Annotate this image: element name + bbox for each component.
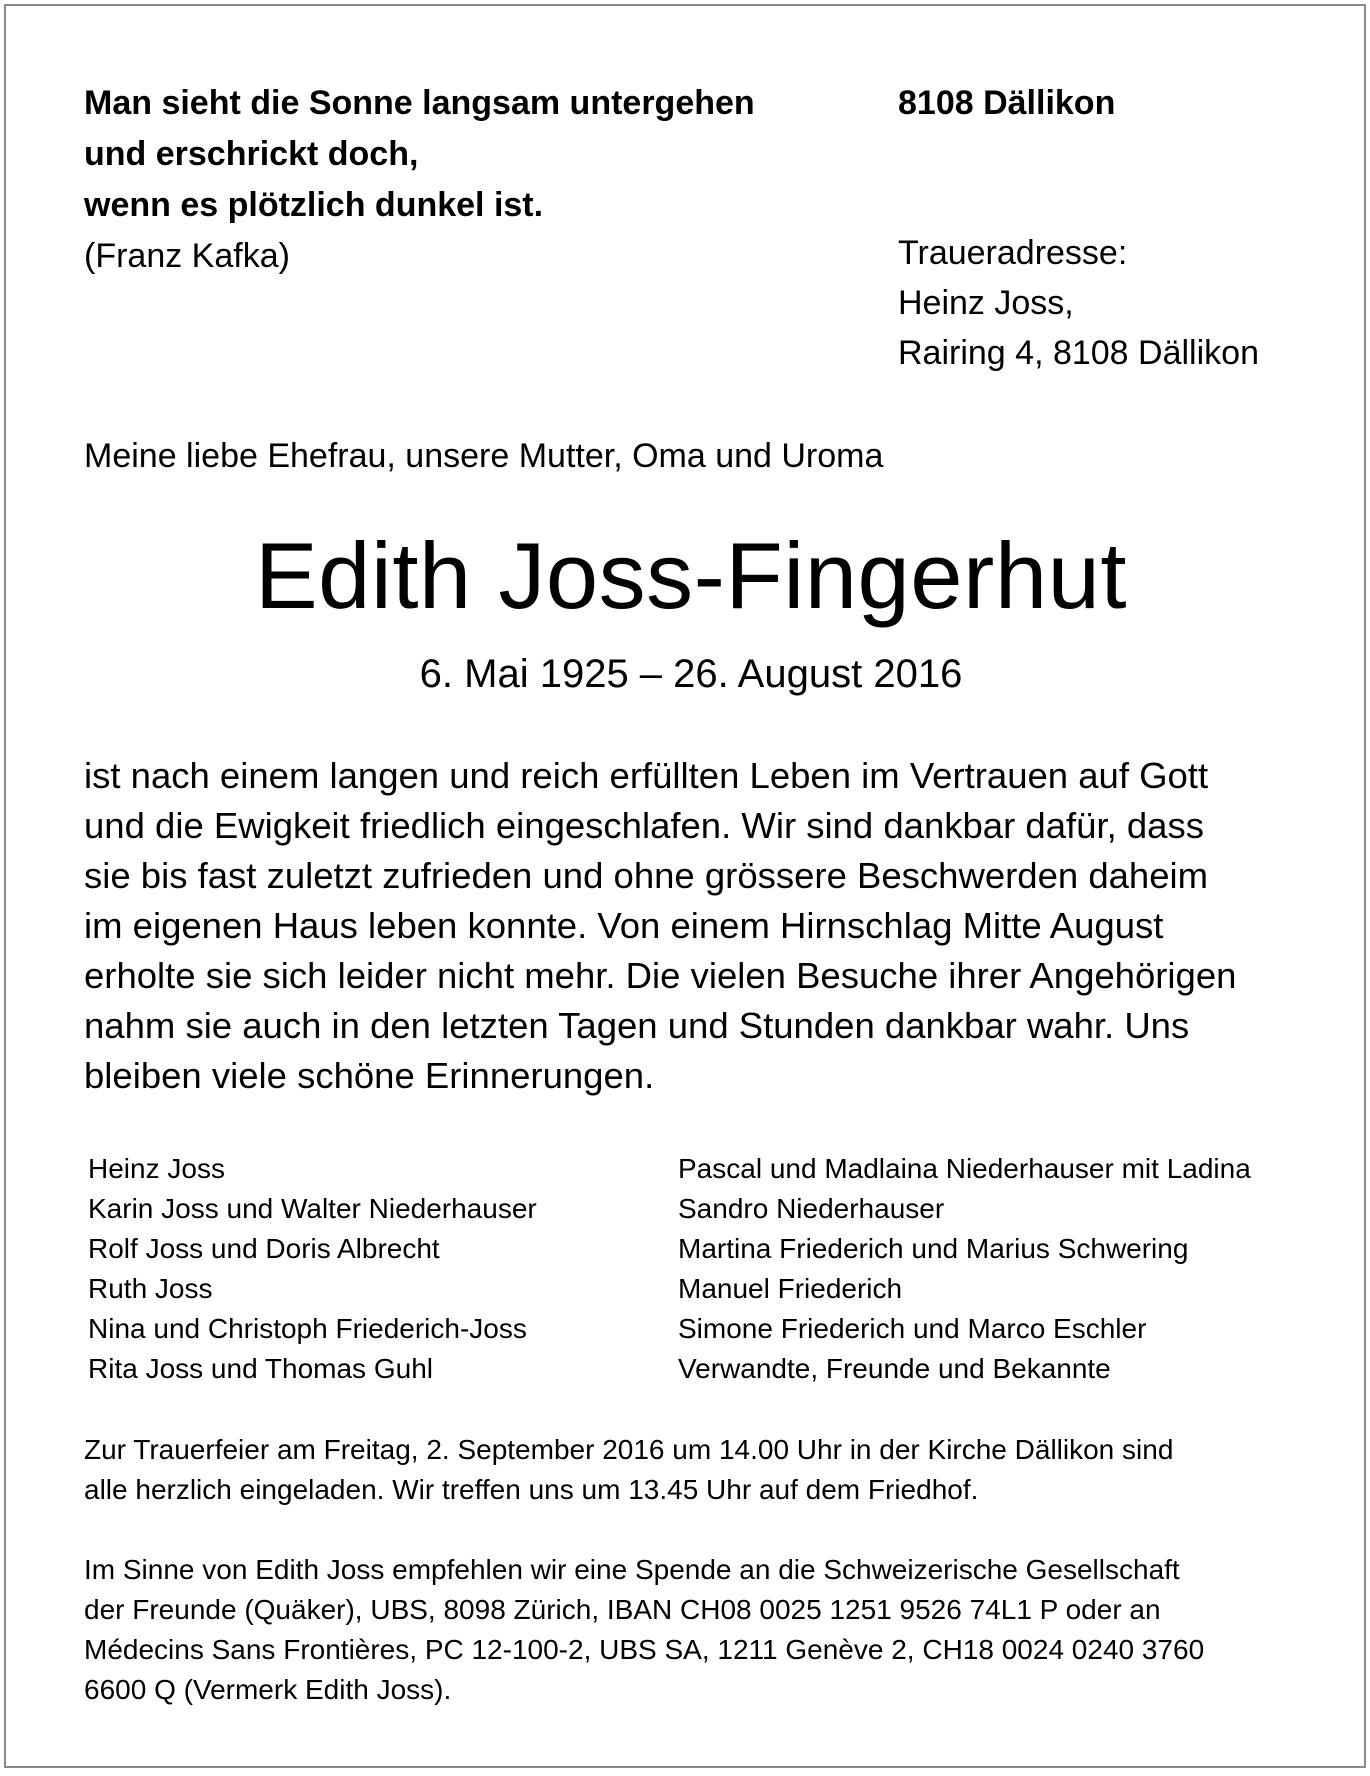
quote-author: (Franz Kafka) xyxy=(84,237,290,275)
family-member: Heinz Joss xyxy=(88,1153,225,1184)
address-name: Heinz Joss, xyxy=(898,284,1074,322)
family-member: Verwandte, Freunde und Bekannte xyxy=(678,1353,1111,1384)
donation-line: Médecins Sans Frontières, PC 12-100-2, UBS SA, 1211 Genève 2, CH18 0024 0240 3760 xyxy=(84,1634,1205,1665)
family-member: Karin Joss und Walter Niederhauser xyxy=(88,1193,537,1224)
donation-line: der Freunde (Quäker), UBS, 8098 Zürich, IBAN CH08 0025 1251 9526 74L1 P oder an xyxy=(84,1594,1161,1625)
kafka-quote xyxy=(84,78,824,282)
life-dates: 6. Mai 1925 – 26. August 2016 xyxy=(419,652,963,696)
family-member: Sandro Niederhauser xyxy=(678,1193,945,1224)
deceased-name: Edith Joss-Fingerhut xyxy=(254,523,1128,628)
ceremony-info xyxy=(84,1430,1324,1510)
address-street: Rairing 4, 8108 Dällikon xyxy=(898,334,1259,372)
family-member: Simone Friederich und Marco Eschler xyxy=(678,1313,1147,1344)
family-member: Pascal und Madlaina Niederhauser mit Ladina xyxy=(678,1153,1251,1184)
quote-line: Man sieht die Sonne langsam untergehen xyxy=(84,84,755,122)
text-line: sie bis fast zuletzt zufrieden und ohne grössere Beschwerden daheim xyxy=(84,855,1209,896)
text-line: nahm sie auch in den letzten Tagen und Stunden dankbar wahr. Uns xyxy=(84,1005,1190,1046)
intro-line: Meine liebe Ehefrau, unsere Mutter, Oma und Uroma xyxy=(84,437,884,475)
family-member: Ruth Joss xyxy=(88,1273,213,1304)
quote-line: und erschrickt doch, xyxy=(84,135,419,173)
obituary-notice xyxy=(4,4,1366,1768)
donation-line: Im Sinne von Edith Joss empfehlen wir eine Spende an die Schweizerische Gesellschaft xyxy=(84,1554,1180,1585)
obituary-text xyxy=(84,751,1324,1101)
text-line: im eigenen Haus leben konnte. Von einem Hirnschlag Mitte August xyxy=(84,905,1164,946)
text-line: ist nach einem langen und reich erfüllten Leben im Vertrauen auf Gott xyxy=(84,755,1209,796)
family-member: Martina Friederich und Marius Schwering xyxy=(678,1233,1189,1264)
text-line: bleiben viele schöne Erinnerungen. xyxy=(84,1055,655,1096)
donation-line: 6600 Q (Vermerk Edith Joss). xyxy=(84,1674,452,1705)
family-list-right xyxy=(678,1149,1251,1389)
family-member: Nina und Christoph Friederich-Joss xyxy=(88,1313,527,1344)
ceremony-line: Zur Trauerfeier am Freitag, 2. September 2016 um 14.00 Uhr in der Kirche Dällikon sind xyxy=(84,1434,1174,1465)
location-heading: 8108 Dällikon xyxy=(898,84,1116,122)
family-list-left xyxy=(88,1149,537,1389)
ceremony-line: alle herzlich eingeladen. Wir treffen uns um 13.45 Uhr auf dem Friedhof. xyxy=(84,1474,979,1505)
text-line: und die Ewigkeit friedlich eingeschlafen. Wir sind dankbar dafür, dass xyxy=(84,805,1204,846)
text-line: erholte sie sich leider nicht mehr. Die vielen Besuche ihrer Angehörigen xyxy=(84,955,1237,996)
quote-line: wenn es plötzlich dunkel ist. xyxy=(84,186,544,224)
address-label: Traueradresse: xyxy=(898,234,1128,272)
family-member: Manuel Friederich xyxy=(678,1273,903,1304)
family-member: Rita Joss und Thomas Guhl xyxy=(88,1353,433,1384)
donation-info xyxy=(84,1550,1324,1710)
mourning-address xyxy=(898,228,1259,378)
family-member: Rolf Joss und Doris Albrecht xyxy=(88,1233,440,1264)
